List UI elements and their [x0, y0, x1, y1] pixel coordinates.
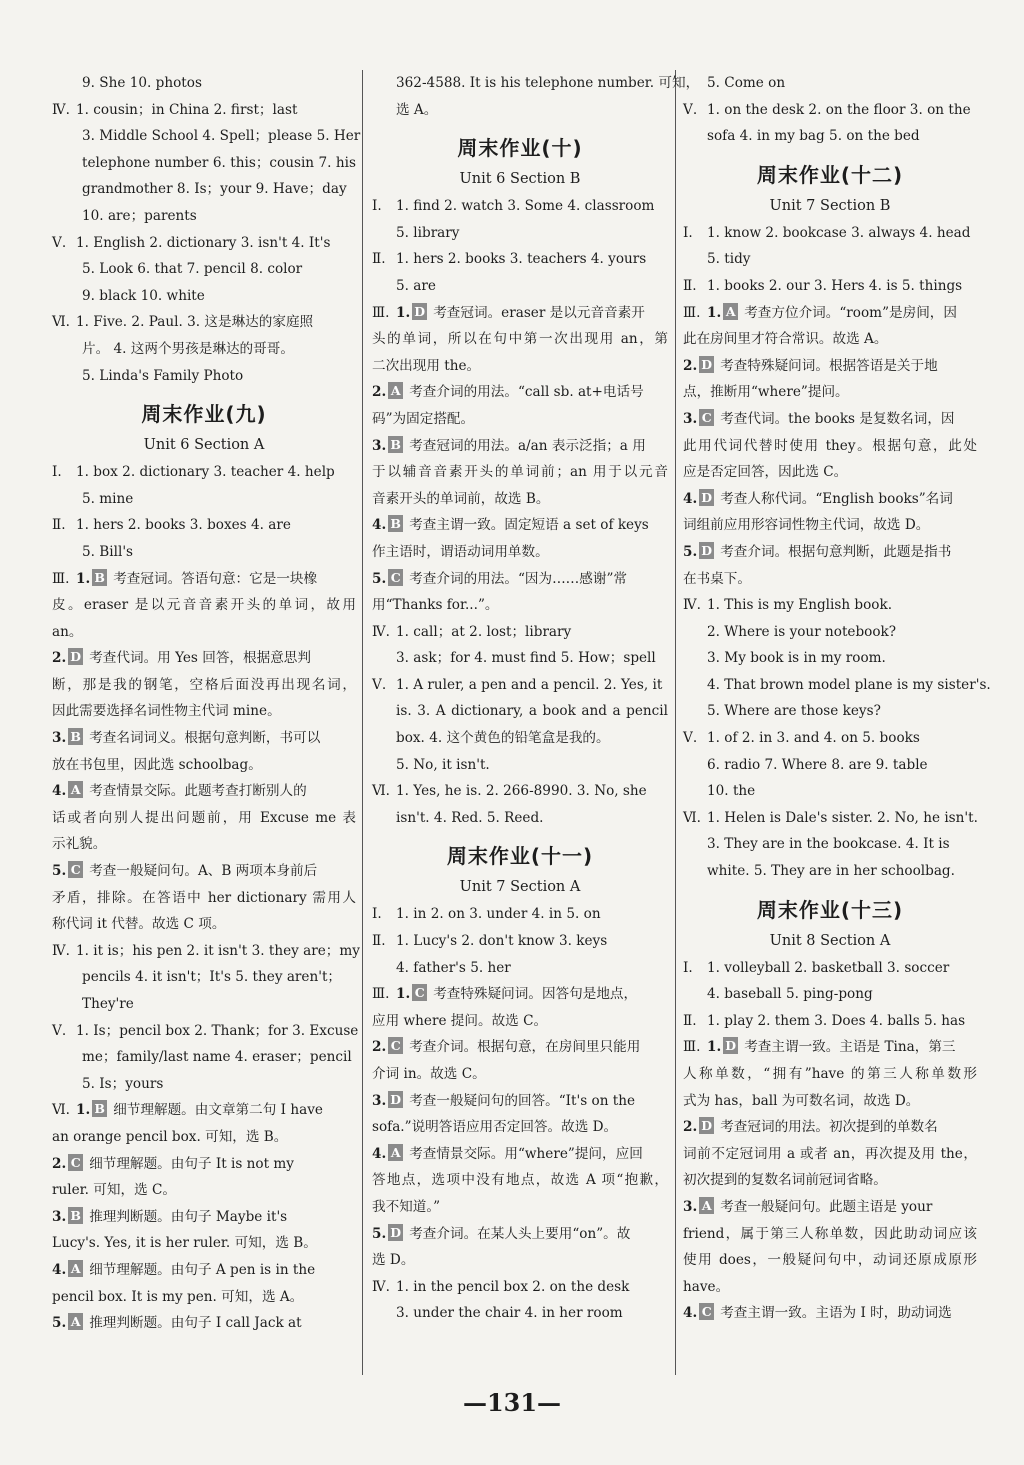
- text-line: 词组前应用形容词性物主代词，故选 D。: [683, 517, 930, 534]
- section-label: Ⅲ.: [683, 1039, 701, 1056]
- text-line: Ⅱ. 1. hers 2. books 3. teachers 4. yours: [372, 246, 668, 273]
- section-label: Ⅰ.: [372, 906, 382, 923]
- text-line: They're: [82, 996, 134, 1012]
- answer-box: D: [699, 489, 714, 506]
- section-label: Ⅳ.: [372, 1278, 390, 1295]
- text-line: 介词 in。故选 C。: [372, 1066, 486, 1082]
- text-line: 应是否定回答，因此选 C。: [683, 464, 848, 481]
- answer-box: C: [699, 409, 714, 426]
- text-line: 4. father's 5. her: [396, 959, 511, 976]
- section-label: Ⅲ.: [52, 570, 70, 587]
- unit-subtitle: Unit 6 Section B: [459, 171, 581, 188]
- answer-line: 2. D 考查冠词的用法。初次提到的单数名: [683, 1118, 938, 1136]
- answer-line: 5. D 考查介词。在某人头上要用“on”。故: [372, 1224, 631, 1242]
- answer-line: 5. C 考查一般疑问句。A、B 两项本身前后: [52, 862, 318, 880]
- section-label: Ⅴ.: [683, 101, 698, 118]
- section-label: Ⅵ.: [52, 1102, 70, 1119]
- answer-line: Ⅲ. 1. C 考查特殊疑问词。因答句是地点，: [372, 981, 668, 1008]
- answer-box: C: [388, 569, 403, 586]
- text-line: Ⅱ. 1. hers 2. books 3. boxes 4. are: [52, 512, 356, 539]
- answer-box: B: [388, 515, 403, 532]
- section-label: Ⅲ.: [372, 986, 390, 1003]
- text-line: 4. That brown model plane is my sister's.: [707, 676, 991, 693]
- text-line: an orange pencil box. 可知，选 B。: [52, 1128, 288, 1145]
- text-line: ruler. 可知，选 C。: [52, 1182, 176, 1199]
- answer-line: 5. D 考查介词。根据句意判断，此题是指书: [683, 542, 952, 560]
- answer-line: 3. C 考查代词。the books 是复数名词，因: [683, 409, 955, 427]
- text-line: Lucy's. Yes, it is her ruler. 可知，选 B。: [52, 1235, 317, 1252]
- text-line: an。: [52, 623, 83, 640]
- section-label: Ⅳ.: [52, 101, 70, 118]
- text-line: 应用 where 提问。故选 C。: [372, 1012, 548, 1029]
- text-line: Ⅵ. 1. Yes, he is. 2. 266-8990. 3. No, she: [372, 778, 668, 805]
- text-line: 矛盾，排除。在答语中 her dictionary 需用人: [52, 889, 356, 906]
- text-line: 3. Middle School 4. Spell；please 5. Her: [82, 128, 361, 145]
- text-line: 5. mine: [82, 490, 134, 507]
- section-label: Ⅱ.: [52, 517, 66, 534]
- text-line: pencils 4. it isn't；It's 5. they aren't；: [82, 969, 342, 986]
- text-line: pencil box. It is my pen. 可知，选 A。: [52, 1288, 304, 1305]
- text-line: 于以辅音音素开头的单词前；an 用于以元音: [372, 464, 668, 481]
- answer-column-1: [52, 70, 361, 1337]
- text-line: Ⅳ. 1. in the pencil box 2. on the desk: [372, 1274, 668, 1301]
- answer-line: 4. D 考查人称代词。“English books”名词: [683, 489, 953, 507]
- text-line: 5. Bill's: [82, 543, 134, 560]
- answer-line: 4. A 细节理解题。由句子 A pen is in the: [52, 1260, 316, 1278]
- text-line: 5. Come on: [707, 75, 786, 91]
- section-label: Ⅵ.: [372, 783, 390, 800]
- text-line: Ⅳ. 1. call；at 2. lost；library: [372, 619, 668, 646]
- text-line: Ⅰ. 1. volleyball 2. basketball 3. soccer: [683, 955, 977, 982]
- section-label: Ⅰ.: [372, 198, 382, 215]
- text-line: 5. tidy: [707, 251, 751, 268]
- answer-box: D: [388, 1091, 403, 1108]
- text-line: 4. baseball 5. ping-pong: [707, 986, 873, 1003]
- section-label: Ⅳ.: [372, 623, 390, 640]
- section-label: Ⅱ.: [372, 251, 386, 268]
- text-line: 6. radio 7. Where 8. are 9. table: [707, 756, 928, 773]
- text-line: 码”为固定搭配。: [372, 410, 475, 427]
- text-line: me；family/last name 4. eraser；pencil: [82, 1049, 352, 1066]
- column-divider: [675, 70, 676, 1375]
- answer-box: C: [68, 861, 83, 878]
- answer-line: 3. B 推理判断题。由句子 Maybe it's: [52, 1207, 288, 1225]
- text-line: sofa 4. in my bag 5. on the bed: [707, 128, 920, 145]
- text-line: 5. No, it isn't.: [396, 756, 490, 773]
- text-line: Ⅰ. 1. find 2. watch 3. Some 4. classroom: [372, 193, 668, 220]
- text-line: 作主语时，谓语动词用单数。: [372, 543, 549, 560]
- text-line: Ⅵ. 1. Helen is Dale's sister. 2. No, he isn't.: [683, 805, 977, 832]
- text-line: 3. ask；for 4. must find 5. How；spell: [396, 650, 656, 667]
- answer-line: 5. A 推理判断题。由句子 I call Jack at: [52, 1314, 302, 1332]
- text-line: friend，属于第三人称单数，因此助动词应该: [683, 1225, 977, 1242]
- text-line: 答地点，选项中没有地点，故选 A 项“抱歉，: [372, 1172, 668, 1189]
- text-line: Ⅴ. 1. Is；pencil box 2. Thank；for 3. Excuse: [52, 1018, 356, 1045]
- section-title: 周末作业(十三): [756, 897, 904, 922]
- text-line: 选 D。: [372, 1252, 415, 1269]
- text-line: 5. Linda's Family Photo: [82, 367, 244, 384]
- answer-box: B: [68, 1207, 83, 1224]
- section-label: Ⅴ.: [372, 676, 387, 693]
- text-line: Ⅳ. 1. This is my English book.: [683, 592, 977, 619]
- answer-line: Ⅲ. 1. B 考查冠词。答语句意：它是一块橡: [52, 566, 356, 593]
- section-label: Ⅵ.: [683, 809, 701, 826]
- text-line: Ⅳ. 1. it is；his pen 2. it isn't 3. they are；my: [52, 938, 356, 965]
- unit-subtitle: Unit 7 Section A: [459, 879, 581, 896]
- section-label: Ⅴ.: [52, 234, 67, 251]
- section-label: Ⅱ.: [683, 1012, 697, 1029]
- section-label: Ⅰ.: [52, 464, 62, 481]
- answer-line: 4. A 考查情景交际。此题考查打断别人的: [52, 782, 307, 800]
- text-line: 10. the: [707, 783, 756, 800]
- answer-line: 5. C 考查介词的用法。“因为……感谢”常: [372, 569, 628, 587]
- text-line: Ⅰ. 1. in 2. on 3. under 4. in 5. on: [372, 901, 668, 928]
- text-line: 断，那是我的钢笔，空格后面没再出现名词，: [52, 676, 356, 693]
- answer-box: C: [412, 984, 427, 1001]
- text-line: 称代词 it 代替。故选 C 项。: [52, 916, 226, 933]
- page-number: —131—: [462, 1388, 562, 1417]
- answer-box: B: [68, 728, 83, 745]
- answer-box: C: [699, 1303, 714, 1320]
- text-line: 头的单词，所以在句中第一次出现用 an，第: [372, 331, 668, 348]
- answer-line: Ⅲ. 1. D 考查冠词。eraser 是以元音音素开: [372, 300, 668, 327]
- unit-subtitle: Unit 8 Section A: [769, 932, 891, 949]
- answer-box: A: [388, 1144, 403, 1161]
- text-line: 5. Is；yours: [82, 1075, 164, 1092]
- answer-box: D: [699, 356, 714, 373]
- section-label: Ⅰ.: [683, 959, 693, 976]
- answer-box: B: [92, 1100, 107, 1117]
- text-line: Ⅴ. 1. on the desk 2. on the floor 3. on the: [683, 97, 977, 124]
- answer-box: A: [68, 1313, 83, 1330]
- answer-box: D: [699, 1117, 714, 1134]
- text-line: Ⅴ. 1. English 2. dictionary 3. isn't 4. It's: [52, 230, 356, 257]
- unit-subtitle: Unit 6 Section A: [143, 437, 265, 454]
- text-line: Ⅰ. 1. box 2. dictionary 3. teacher 4. help: [52, 459, 356, 486]
- answer-line: 3. A 考查一般疑问句。此题主语是 your: [683, 1197, 933, 1215]
- text-line: 此用代词代替时使用 they。根据句意，此处: [683, 437, 977, 454]
- text-line: 我不知道。”: [372, 1198, 441, 1215]
- section-label: Ⅴ.: [52, 1022, 67, 1039]
- text-line: 式为 has，ball 为可数名词，故选 D。: [683, 1092, 920, 1109]
- text-line: 2. Where is your notebook?: [707, 623, 897, 640]
- text-line: 10. are；parents: [82, 207, 197, 224]
- answer-box: A: [388, 382, 403, 399]
- answer-line: 2. D 考查代词。用 Yes 回答，根据意思判: [52, 649, 311, 667]
- section-label: Ⅳ.: [683, 597, 701, 614]
- text-line: have。: [683, 1278, 730, 1295]
- text-line: 示礼貌。: [52, 836, 107, 853]
- text-line: 3. My book is in my room.: [707, 650, 886, 667]
- text-line: Ⅱ. 1. Lucy's 2. don't know 3. keys: [372, 928, 668, 955]
- section-label: Ⅱ.: [683, 277, 697, 294]
- text-line: 5. Look 6. that 7. pencil 8. color: [82, 261, 303, 278]
- section-title: 周末作业(十二): [756, 162, 904, 187]
- text-line: Ⅰ. 1. know 2. bookcase 3. always 4. head: [683, 220, 977, 247]
- text-line: is. 3. A dictionary, a book and a pencil: [396, 703, 668, 720]
- text-line: Ⅴ. 1. of 2. in 3. and 4. on 5. books: [683, 725, 977, 752]
- answer-box: D: [699, 542, 714, 559]
- answer-box: B: [388, 436, 403, 453]
- text-line: 3. under the chair 4. in her room: [396, 1305, 623, 1322]
- answer-line: 2. A 考查介词的用法。“call sb. at+电话号: [372, 383, 644, 401]
- answer-box: A: [68, 1260, 83, 1277]
- text-line: 初次提到的复数名词前冠词省略。: [683, 1172, 887, 1189]
- text-line: 5. are: [396, 277, 436, 294]
- text-line: 皮。eraser 是以元音音素开头的单词，故用: [52, 597, 356, 614]
- text-line: Ⅴ. 1. A ruler, a pen and a pencil. 2. Yes, it: [372, 672, 668, 699]
- text-line: 选 A。: [396, 101, 438, 118]
- text-line: 因此需要选择名词性物主代词 mine。: [52, 703, 281, 720]
- text-line: 放在书包里，因此选 schoolbag。: [52, 756, 262, 773]
- answer-line: Ⅵ. 1. B 细节理解题。由文章第二句 I have: [52, 1097, 356, 1124]
- section-title: 周末作业(九): [141, 402, 267, 427]
- answer-line: 4. A 考查情景交际。用“where”提问，应回: [372, 1144, 643, 1162]
- section-title: 周末作业(十): [457, 136, 583, 161]
- section-label: Ⅵ.: [52, 314, 70, 331]
- text-line: Ⅱ. 1. play 2. them 3. Does 4. balls 5. has: [683, 1008, 977, 1035]
- text-line: 在书桌下。: [683, 570, 751, 587]
- text-line: grandmother 8. Is；your 9. Have；day: [82, 181, 347, 198]
- text-line: 9. black 10. white: [82, 287, 205, 304]
- answer-line: 3. D 考查一般疑问句的回答。“It's on the: [372, 1091, 636, 1109]
- answer-box: D: [723, 1037, 738, 1054]
- text-line: 点，推断用“where”提问。: [683, 384, 849, 401]
- section-label: Ⅴ.: [683, 730, 698, 747]
- text-line: 5. Where are those keys?: [707, 703, 881, 720]
- text-line: sofa.”说明答语应用否定回答。故选 D。: [372, 1119, 618, 1136]
- answer-column-2: [372, 70, 700, 1327]
- text-line: 话或者向别人提出问题前，用 Excuse me 表: [52, 809, 356, 826]
- answer-box: A: [68, 781, 83, 798]
- text-line: 362-4588. It is his telephone number. 可知，: [396, 75, 700, 91]
- answer-line: 2. C 细节理解题。由句子 It is not my: [52, 1154, 294, 1172]
- text-line: telephone number 6. this；cousin 7. his: [82, 154, 356, 171]
- unit-subtitle: Unit 7 Section B: [769, 197, 891, 214]
- text-line: Ⅳ. 1. cousin；in China 2. first；last: [52, 97, 356, 124]
- section-label: Ⅲ.: [372, 304, 390, 321]
- column-divider: [362, 70, 363, 1375]
- answer-box: B: [92, 569, 107, 586]
- section-label: Ⅳ.: [52, 942, 70, 959]
- answer-box: D: [388, 1224, 403, 1241]
- answer-box: D: [68, 648, 83, 665]
- answer-line: 2. D 考查特殊疑问词。根据答语是关于地: [683, 356, 938, 374]
- text-line: Ⅵ. 1. Five. 2. Paul. 3. 这是琳达的家庭照: [52, 309, 356, 336]
- text-line: 人称单数，“拥有”have 的第三人称单数形: [683, 1066, 977, 1082]
- text-line: 片。 4. 这两个男孩是琳达的哥哥。: [82, 340, 294, 357]
- text-line: 5. library: [396, 224, 460, 241]
- text-line: 词前不定冠词用 a 或者 an，再次提及用 the，: [683, 1145, 977, 1162]
- answer-line: 3. B 考查冠词的用法。a/an 表示泛指；a 用: [372, 436, 646, 454]
- text-line: 音素开头的单词前，故选 B。: [372, 490, 550, 507]
- answer-line: Ⅲ. 1. A 考查方位介词。“room”是房间，因: [683, 300, 977, 327]
- text-line: 9. She 10. photos: [82, 75, 202, 91]
- text-line: 此在房间里才符合常识。故选 A。: [683, 331, 888, 348]
- answer-box: C: [388, 1037, 403, 1054]
- section-label: Ⅰ.: [683, 224, 693, 241]
- answer-box: A: [723, 303, 738, 320]
- text-line: box. 4. 这个黄色的铅笔盒是我的。: [396, 730, 610, 747]
- section-label: Ⅱ.: [372, 933, 386, 950]
- answer-box: A: [699, 1197, 714, 1214]
- text-line: 二次出现用 the。: [372, 357, 481, 374]
- text-line: white. 5. They are in her schoolbag.: [707, 863, 955, 880]
- text-line: 用“Thanks for...”。: [372, 597, 499, 614]
- section-title: 周末作业(十一): [446, 844, 594, 869]
- answer-line: 3. B 考查名词词义。根据句意判断，书可以: [52, 729, 321, 747]
- answer-box: C: [68, 1154, 83, 1171]
- text-line: isn't. 4. Red. 5. Reed.: [396, 809, 544, 826]
- text-line: 3. They are in the bookcase. 4. It is: [707, 836, 950, 853]
- answer-box: D: [412, 303, 427, 320]
- text-line: 使用 does，一般疑问句中，动词还原成原形: [683, 1252, 977, 1269]
- text-line: Ⅱ. 1. books 2. our 3. Hers 4. is 5. things: [683, 273, 977, 300]
- answer-line: 4. C 考查主谓一致。主语为 I 时，助动词选: [683, 1304, 952, 1322]
- section-label: Ⅲ.: [683, 304, 701, 321]
- answer-line: Ⅲ. 1. D 考查主谓一致。主语是 Tina，第三: [683, 1034, 977, 1061]
- answer-line: 2. C 考查介词。根据句意，在房间里只能用: [372, 1038, 641, 1056]
- answer-line: 4. B 考查主谓一致。固定短语 a set of keys: [372, 516, 649, 534]
- answer-column-3: [683, 70, 991, 1327]
